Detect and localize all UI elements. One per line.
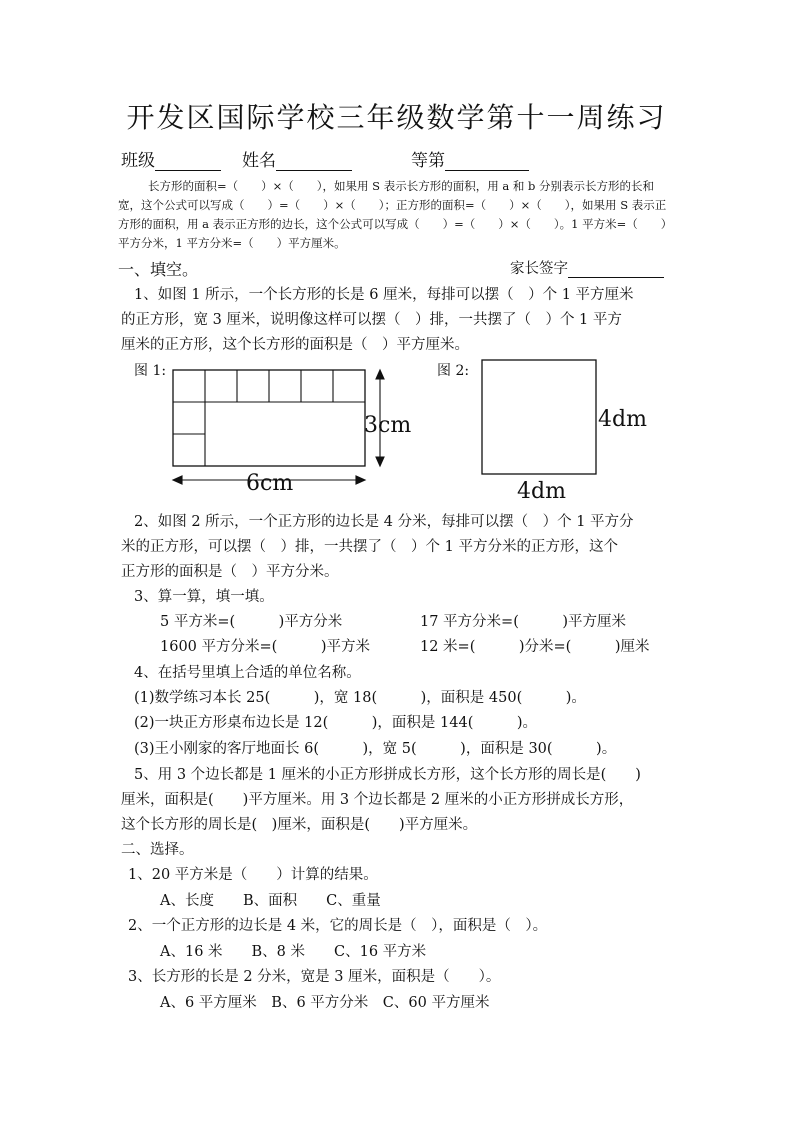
- grade-label: 等第: [411, 151, 445, 171]
- q3-title: 3、算一算，填一填。: [134, 589, 274, 605]
- grade-field: [411, 146, 529, 171]
- q2-line3: 正方形的面积是（ ）平方分米。: [121, 564, 339, 580]
- class-field: [121, 146, 221, 171]
- figure1-label: 图 1:: [134, 363, 167, 379]
- section2-heading: 二、选择。: [121, 842, 194, 858]
- parent-sign-field: [510, 257, 664, 278]
- choice-q1-options: A、长度 B、面积 C、重量: [160, 893, 381, 909]
- grade-blank[interactable]: [445, 152, 529, 171]
- q1-line3: 厘米的正方形，这个长方形的面积是（ ）平方厘米。: [121, 337, 469, 353]
- class-blank[interactable]: [155, 152, 221, 171]
- name-label: 姓名: [242, 151, 276, 171]
- name-blank[interactable]: [276, 152, 352, 171]
- q2-line1: 2、如图 2 所示，一个正方形的边长是 4 分米，每排可以摆（ ）个 1 平方分: [134, 514, 634, 530]
- q4-item-3: (3)王小刚家的客厅地面长 6( )，宽 5( )，面积是 30( )。: [134, 741, 617, 757]
- section1-heading: 一、填空。: [118, 260, 199, 279]
- choice-q3: 3、长方形的长是 2 分米，宽是 3 厘米，面积是（ ）。: [128, 969, 501, 985]
- figure1-unit-squares: [173, 370, 365, 466]
- choice-q3-options: A、6 平方厘米 B、6 平方分米 C、60 平方厘米: [160, 995, 490, 1011]
- name-field: [242, 146, 352, 171]
- figure2-side-label-bottom: 4dm: [517, 479, 566, 502]
- q3-item-d: 12 米=( )分米=( )厘米: [420, 639, 650, 655]
- figure1-width-label: 6cm: [246, 471, 294, 496]
- q3-item-c: 1600 平方分米=( )平方米: [160, 639, 370, 655]
- choice-q1: 1、20 平方米是（ ）计算的结果。: [128, 867, 378, 883]
- q5-line2: 厘米，面积是( )平方厘米。用 3 个边长都是 2 厘米的小正方形拼成长方形，: [121, 792, 634, 808]
- figure2-square-diagram: [470, 352, 660, 502]
- page-title: 开发区国际学校三年级数学第十一周练习: [126, 101, 667, 134]
- figure2-label: 图 2:: [437, 363, 470, 379]
- q5-line3: 这个长方形的周长是( )厘米，面积是( )平方厘米。: [121, 817, 478, 833]
- figure1-rectangle-diagram: [160, 362, 420, 497]
- q1-line2: 的正方形，宽 3 厘米，说明像这样可以摆（ ）排，一共摆了（ ）个 1 平方: [121, 312, 622, 328]
- q4-item-2: (2)一块正方形桌布边长是 12( )，面积是 144( )。: [134, 715, 538, 731]
- choice-q2-options: A、16 米 B、8 米 C、16 平方米: [160, 944, 427, 960]
- intro-text: 长方形的面积=（ ）×（ ），如果用 S 表示长方形的面积，用 a 和 b 分别表示长方形的长和宽，这个公式可以写成（ ）=（ ）×（ ）；正方形的面积=（ ）×（ ），如果用 S 表示正方形的面积，用 a 表示正方形的边长，这个公式可以写成（ ）=（ ）×（ ）。1 平方米=（ ）平方分米，1 平方分米=（ ）平方厘米。: [118, 179, 673, 250]
- intro-paragraph: [118, 177, 676, 253]
- parent-sign-label: 家长签字: [510, 261, 568, 277]
- q3-item-a: 5 平方米=( )平方分米: [160, 614, 343, 630]
- q1-line1: 1、如图 1 所示，一个长方形的长是 6 厘米，每排可以摆（ ）个 1 平方厘米: [134, 287, 634, 303]
- q5-line1: 5、用 3 个边长都是 1 厘米的小正方形拼成长方形，这个长方形的周长是( ): [134, 767, 641, 783]
- q4-item-1: (1)数学练习本长 25( )，宽 18( )，面积是 450( )。: [134, 690, 586, 706]
- q4-title: 4、在括号里填上合适的单位名称。: [134, 665, 361, 681]
- figure2-outline: [482, 360, 596, 474]
- q2-line2: 米的正方形，可以摆（ ）排，一共摆了（ ）个 1 平方分米的正方形，这个: [121, 539, 618, 555]
- parent-sign-blank[interactable]: [568, 259, 664, 278]
- figure1-height-label: 3cm: [364, 413, 412, 438]
- choice-q2: 2、一个正方形的边长是 4 米，它的周长是（ ），面积是（ ）。: [128, 918, 548, 934]
- figure2-side-label-right: 4dm: [598, 407, 647, 432]
- class-label: 班级: [121, 151, 155, 171]
- q3-item-b: 17 平方分米=( )平方厘米: [420, 614, 627, 630]
